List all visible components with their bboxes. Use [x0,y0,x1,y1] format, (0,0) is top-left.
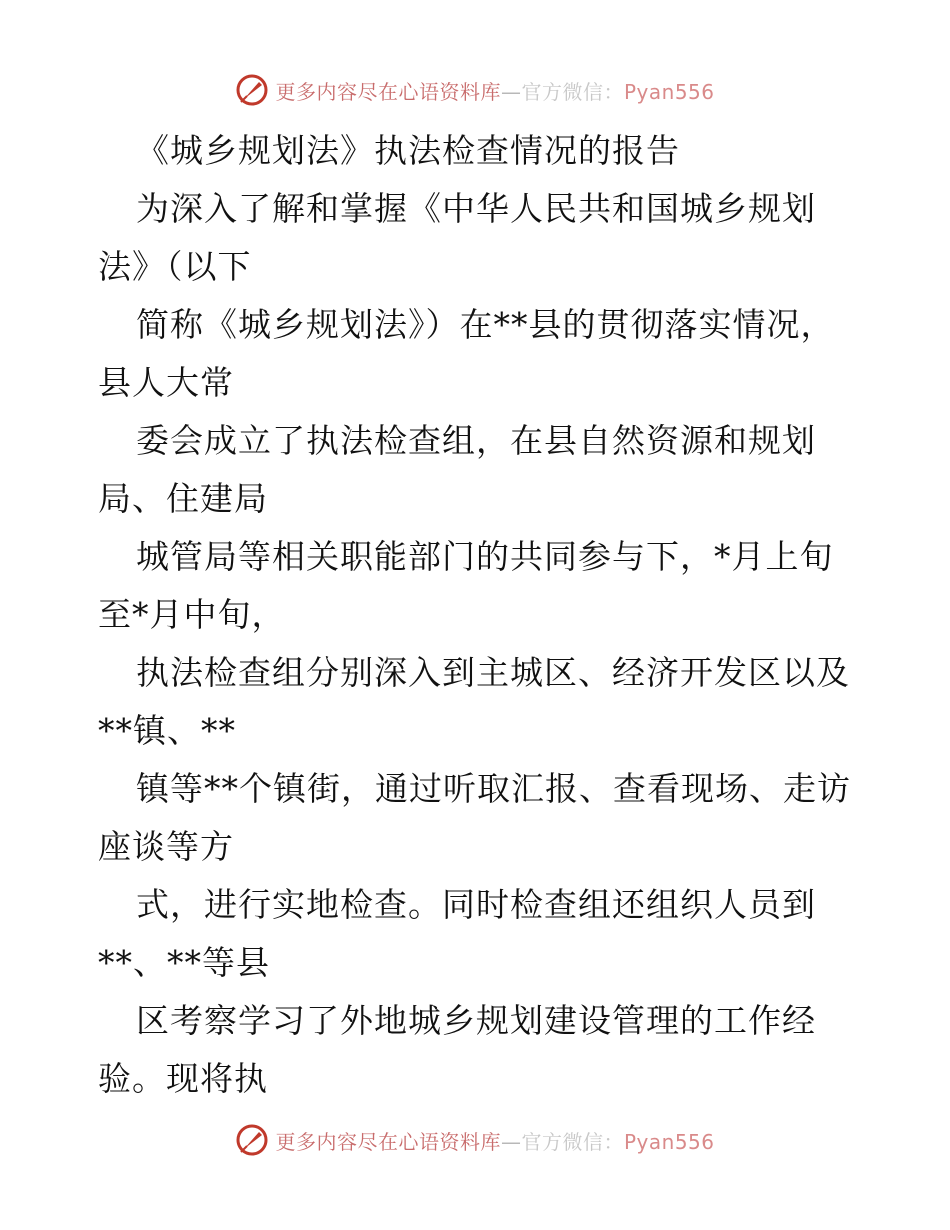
text-line: 局、住建局 [98,479,268,518]
text-line: 验。现将执 [98,1059,268,1098]
text-line: 城管局等相关职能部门的共同参与下，*月上旬 [136,537,834,576]
header-watermark [0,70,950,110]
watermark-text [275,76,714,105]
watermark-text [275,1126,714,1155]
watermark-brand: 更多内容尽在心语资料库 [275,1129,501,1154]
watermark-dash: — [500,79,522,104]
text-line: 县人大常 [98,363,234,402]
text-line: **镇、** [98,711,236,750]
watermark-label: 官方微信： [521,1129,624,1154]
footer-watermark [0,1120,950,1160]
document-body [98,122,878,1108]
watermark-brand: 更多内容尽在心语资料库 [275,79,501,104]
text-line: 区考察学习了外地城乡规划建设管理的工作经 [136,1001,816,1040]
text-line: 委会成立了执法检查组，在县自然资源和规划 [136,421,816,460]
feather-logo-icon [235,1123,269,1157]
text-line: 为深入了解和掌握《中华人民共和国城乡规划 [136,189,816,228]
feather-logo-icon [235,73,269,107]
text-line: 执法检查组分别深入到主城区、经济开发区以及 [136,653,850,692]
watermark-dash: — [500,1129,522,1154]
document-title: 《城乡规划法》执法检查情况的报告 [136,131,680,170]
watermark-wechat-id: Pyan556 [623,79,715,104]
text-line: **、**等县 [98,943,270,982]
watermark-label: 官方微信： [521,79,624,104]
text-line: 至*月中旬， [98,595,286,634]
text-line: 座谈等方 [98,827,234,866]
text-line: 式，进行实地检查。同时检查组还组织人员到 [136,885,816,924]
watermark-wechat-id: Pyan556 [623,1129,715,1154]
text-line: 法》（以下 [98,247,252,286]
text-line: 简称《城乡规划法》）在**县的贯彻落实情况， [136,305,835,344]
text-line: 镇等**个镇街，通过听取汇报、查看现场、走访 [136,769,851,808]
